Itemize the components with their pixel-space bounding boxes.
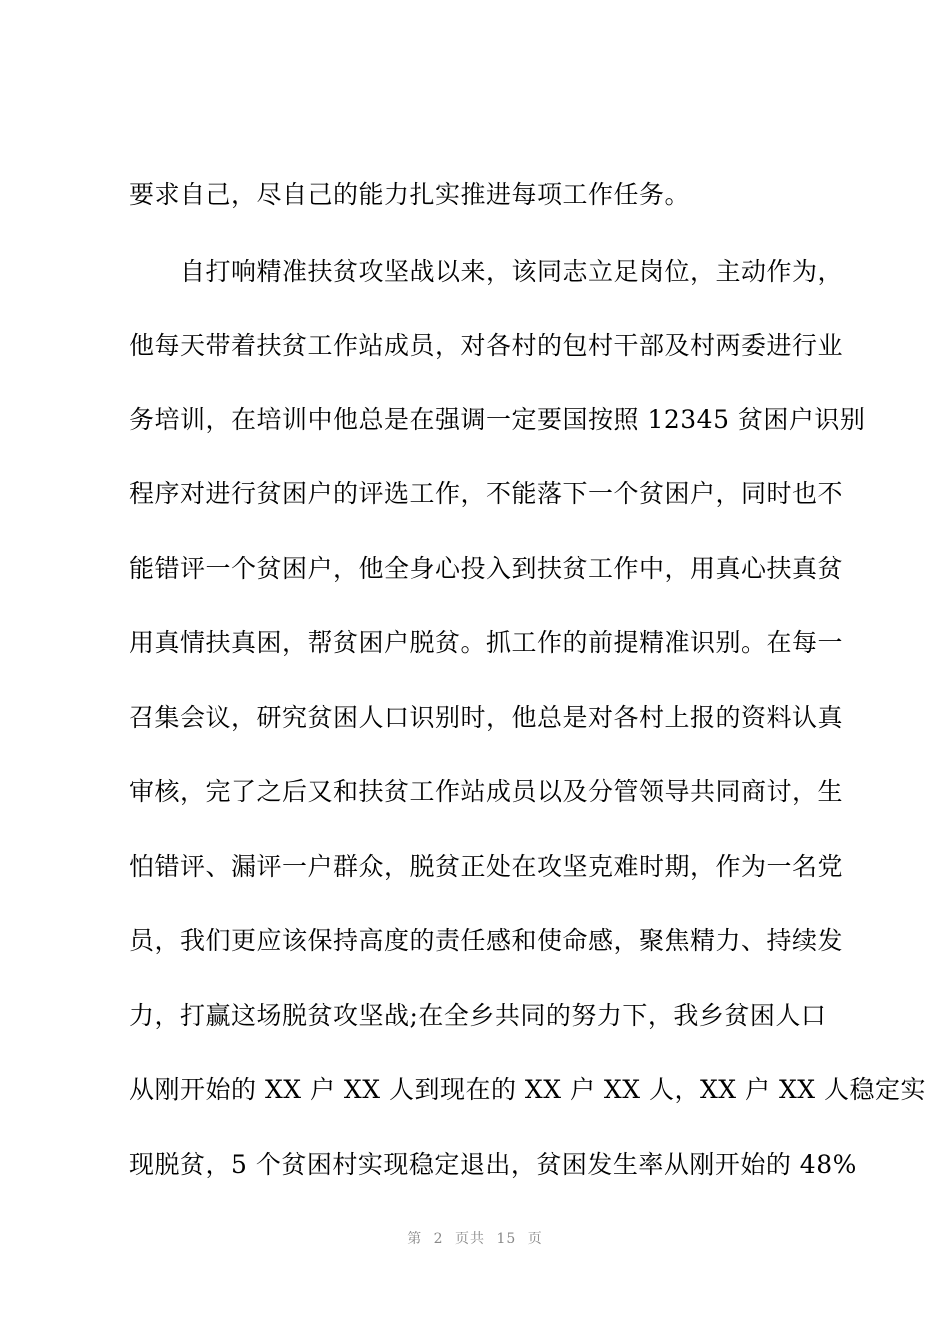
text-line-3: 他每天带着扶贫工作站成员，对各村的包村干部及村两委进行业 [129, 331, 844, 360]
text-line-14: 现脱贫，5 个贫困村实现稳定退出，贫困发生率从刚开始的 48% [129, 1150, 857, 1179]
text-line-7: 用真情扶真困，帮贫困户脱贫。抓工作的前提精准识别。在每一 [129, 628, 844, 657]
text-line-4: 务培训，在培训中他总是在强调一定要国按照 12345 贫困户识别 [129, 405, 866, 434]
page-number-footer: 第 2 页共 15 页 [407, 1231, 543, 1247]
text-line-5: 程序对进行贫困户的评选工作，不能落下一个贫困户，同时也不 [129, 479, 844, 508]
text-line-6: 能错评一个贫困户，他全身心投入到扶贫工作中，用真心扶真贫 [129, 554, 844, 583]
text-line-13: 从刚开始的 XX 户 XX 人到现在的 XX 户 XX 人，XX 户 XX 人稳定实 [129, 1075, 926, 1104]
text-line-11: 员，我们更应该保持高度的责任感和使命感，聚焦精力、持续发 [129, 926, 844, 955]
text-line-12: 力，打赢这场脱贫攻坚战;在全乡共同的努力下，我乡贫困人口 [129, 1001, 827, 1030]
text-line-9: 审核，完了之后又和扶贫工作站成员以及分管领导共同商讨，生 [129, 777, 844, 806]
text-line-10: 怕错评、漏评一户群众，脱贫正处在攻坚克难时期，作为一名党 [129, 852, 844, 881]
text-line-1: 要求自己，尽自己的能力扎实推进每项工作任务。 [129, 180, 691, 209]
text-line-2: 自打响精准扶贫攻坚战以来，该同志立足岗位，主动作为， [129, 257, 844, 286]
text-line-8: 召集会议，研究贫困人口识别时，他总是对各村上报的资料认真 [129, 703, 844, 732]
